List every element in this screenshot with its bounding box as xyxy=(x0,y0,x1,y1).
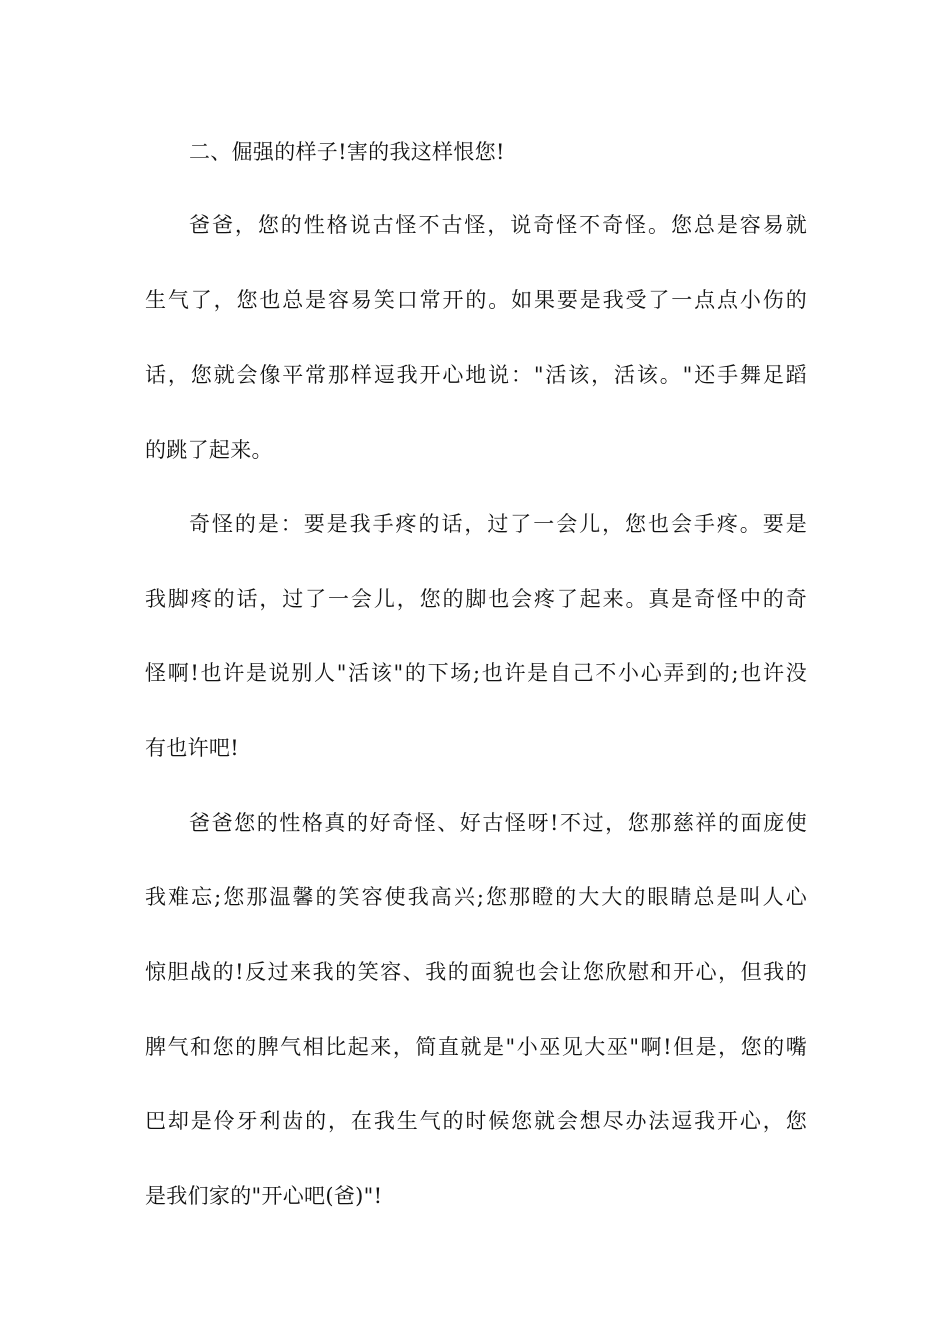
paragraph-line: 爸爸您的性格真的好奇怪、好古怪呀!不过，您那慈祥的面庞使 xyxy=(189,811,807,835)
paragraph-line: 话，您就会像平常那样逗我开心地说："活该，活该。"还手舞足蹈 xyxy=(145,363,807,387)
section-heading: 二、倔强的样子!害的我这样恨您! xyxy=(189,140,505,164)
paragraph-line: 有也许吧! xyxy=(145,736,239,760)
paragraph-line: 脾气和您的脾气相比起来，简直就是"小巫见大巫"啊!但是，您的嘴 xyxy=(145,1035,807,1059)
paragraph-line: 惊胆战的!反过来我的笑容、我的面貌也会让您欣慰和开心，但我的 xyxy=(145,960,807,984)
paragraph-line: 我难忘;您那温馨的笑容使我高兴;您那瞪的大大的眼睛总是叫人心 xyxy=(145,885,807,909)
paragraph-line: 我脚疼的话，过了一会儿，您的脚也会疼了起来。真是奇怪中的奇 xyxy=(145,587,807,611)
paragraph-line: 怪啊!也许是说别人"活该"的下场;也许是自己不小心弄到的;也许没 xyxy=(145,661,807,685)
paragraph-line: 生气了，您也总是容易笑口常开的。如果要是我受了一点点小伤的 xyxy=(145,288,807,312)
paragraph-line: 的跳了起来。 xyxy=(145,438,273,462)
paragraph-line: 爸爸，您的性格说古怪不古怪，说奇怪不奇怪。您总是容易就 xyxy=(189,213,807,237)
paragraph-line: 奇怪的是：要是我手疼的话，过了一会儿，您也会手疼。要是 xyxy=(189,512,807,536)
paragraph-line: 巴却是伶牙利齿的，在我生气的时候您就会想尽办法逗我开心，您 xyxy=(145,1109,807,1133)
paragraph-line: 是我们家的"开心吧(爸)"! xyxy=(145,1184,383,1208)
